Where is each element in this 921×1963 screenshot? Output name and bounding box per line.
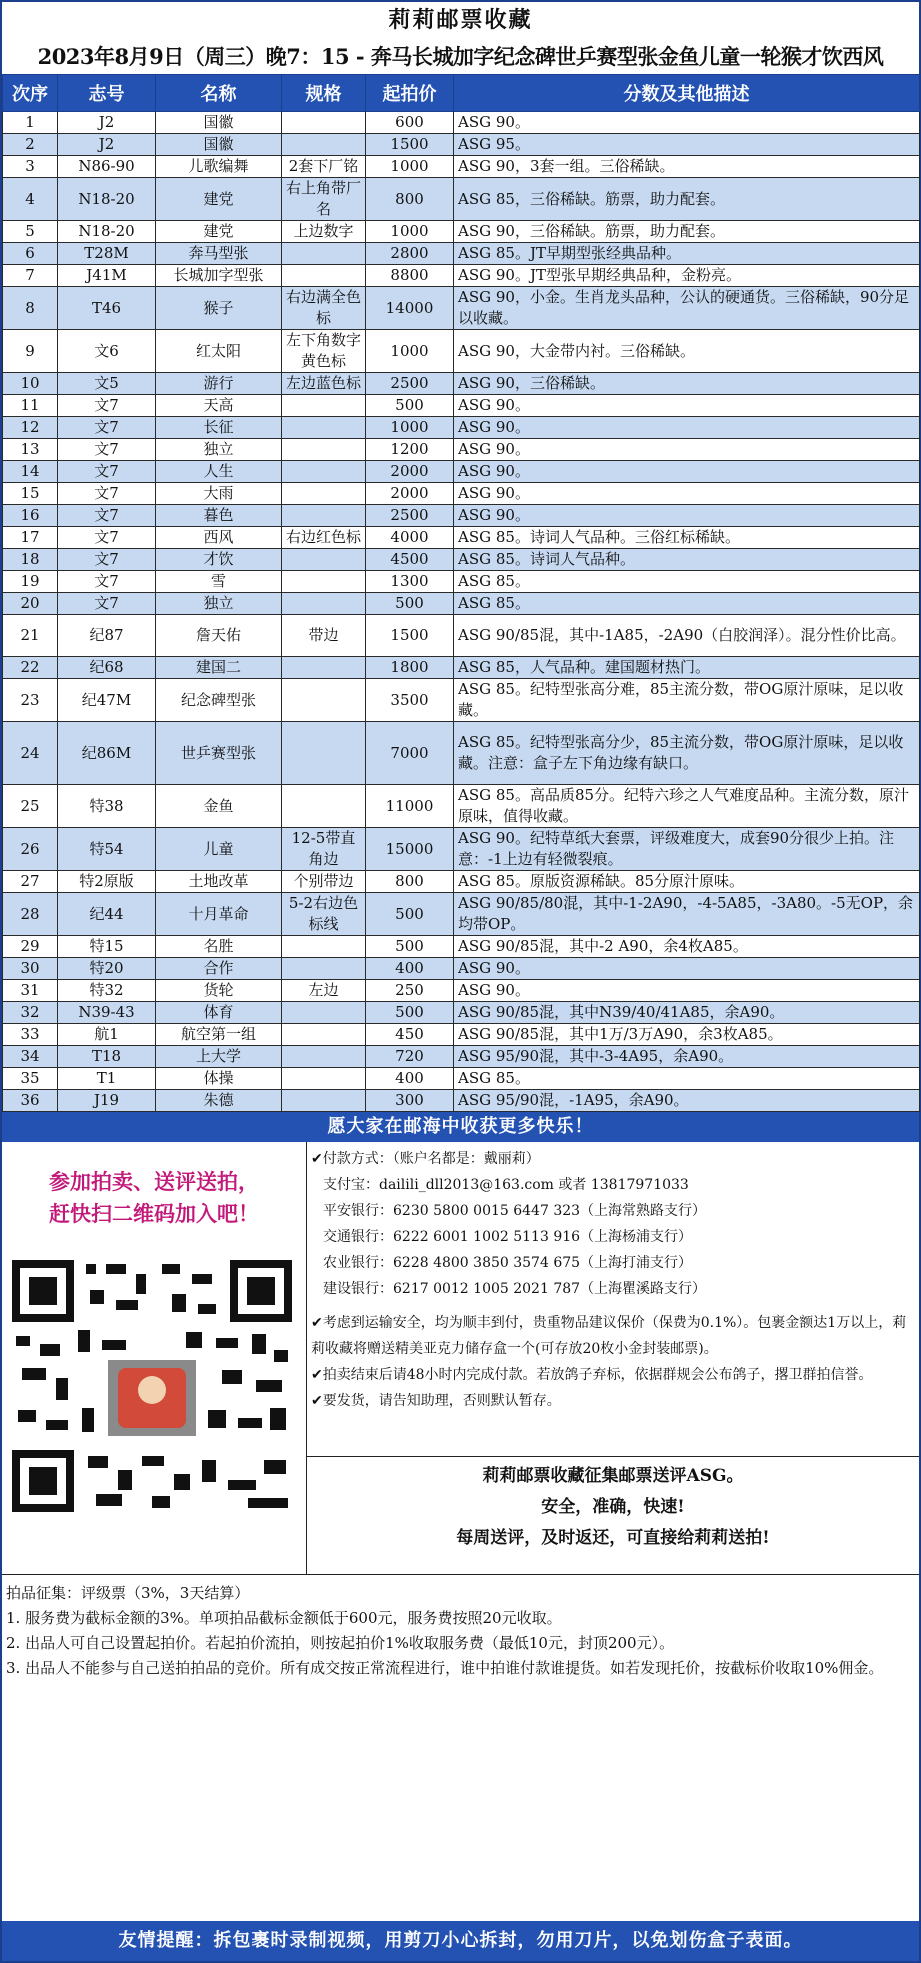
cell-name: 体操 [156,1068,282,1090]
table-row [3,439,920,461]
cell-index: 21 [3,615,58,657]
cell-start-price: 400 [366,958,454,980]
cell-spec: 个别带边 [282,871,366,893]
table-row [3,178,920,221]
payment-panel [307,1142,919,1574]
cell-name: 航空第一组 [156,1024,282,1046]
cell-name: 朱德 [156,1090,282,1112]
cell-spec [282,265,366,287]
cell-code: T28M [58,243,156,265]
cell-index: 7 [3,265,58,287]
table-row [3,373,920,395]
cell-spec [282,679,366,722]
cell-start-price: 1000 [366,417,454,439]
cell-name: 儿歌编舞 [156,156,282,178]
cell-description: ASG 90/85/80混，其中-1-2A90，-4-5A85，-3A80。-5无OP，余均带OP。 [454,893,920,936]
cell-code: 文7 [58,461,156,483]
cell-spec [282,549,366,571]
cell-name: 人生 [156,461,282,483]
cell-start-price: 1500 [366,134,454,156]
cell-start-price: 1500 [366,615,454,657]
cell-name: 暮色 [156,505,282,527]
rule-2: 2. 出品人可自己设置起拍价。若起拍价流拍，则按起拍价1%收取服务费（最低10元，封顶200元）。 [6,1634,675,1652]
table-row [3,505,920,527]
cell-index: 6 [3,243,58,265]
rule-1: 1. 服务费为截标金额的3%。单项拍品截标金额低于600元，服务费按照20元收取。 [6,1609,562,1627]
cell-code: 文7 [58,593,156,615]
table-row [3,1002,920,1024]
cell-description: ASG 90。 [454,958,920,980]
cell-start-price: 2000 [366,461,454,483]
cell-description: ASG 90/85混，其中-2 A90，余4枚A85。 [454,936,920,958]
info-section [2,1142,919,1575]
cell-spec [282,1090,366,1112]
cell-index: 14 [3,461,58,483]
shipping-notes [307,1302,919,1414]
table-row [3,980,920,1002]
cell-code: J41M [58,265,156,287]
table-row [3,828,920,871]
cell-spec: 上边数字 [282,221,366,243]
cell-start-price: 4000 [366,527,454,549]
cell-start-price: 500 [366,893,454,936]
cell-start-price: 1000 [366,156,454,178]
cell-code: 文7 [58,571,156,593]
payment-heading: ✔付款方式：（账户名都是：戴丽莉） [311,1151,540,1167]
cell-name: 长征 [156,417,282,439]
cell-name: 猴子 [156,287,282,330]
cell-description: ASG 90/85混，其中N39/40/41A85，余A90。 [454,1002,920,1024]
table-row [3,461,920,483]
cell-description: ASG 90。 [454,505,920,527]
cell-index: 10 [3,373,58,395]
cell-index: 3 [3,156,58,178]
cell-code: 文7 [58,439,156,461]
cell-spec: 左边 [282,980,366,1002]
cell-name: 体育 [156,1002,282,1024]
table-row [3,287,920,330]
cell-code: 纪44 [58,893,156,936]
cell-name: 游行 [156,373,282,395]
cell-spec [282,395,366,417]
cell-code: T18 [58,1046,156,1068]
cell-description: ASG 90。 [454,417,920,439]
cell-spec [282,1002,366,1024]
cell-spec [282,134,366,156]
table-row [3,1024,920,1046]
col-header-code: 志号 [58,75,156,112]
table-row [3,330,920,373]
cell-index: 19 [3,571,58,593]
slogan-line-3: 每周送评，及时返还，可直接给莉莉送拍! [456,1528,770,1548]
cell-name: 大雨 [156,483,282,505]
page-title: 莉莉邮票收藏 [388,7,533,33]
cell-description: ASG 90，三俗稀缺。筋票，助力配套。 [454,221,920,243]
table-row [3,785,920,828]
cell-code: 纪47M [58,679,156,722]
cell-code: 文7 [58,395,156,417]
table-header-row [3,75,920,112]
table-row [3,243,920,265]
cell-description: ASG 85。 [454,571,920,593]
cell-code: 特38 [58,785,156,828]
cell-description: ASG 90/85混，其中-1A85，-2A90（白胶润泽）。混分性价比高。 [454,615,920,657]
cell-start-price: 250 [366,980,454,1002]
cell-start-price: 1000 [366,330,454,373]
cell-spec: 12-5带直角边 [282,828,366,871]
wishes-banner: 愿大家在邮海中收获更多快乐！ [2,1112,919,1142]
cell-spec [282,483,366,505]
cell-index: 4 [3,178,58,221]
account-alipay: 支付宝：dailili_dll2013@163.com 或者 13817971033 [323,1177,689,1193]
cell-name: 西风 [156,527,282,549]
cell-name: 詹天佑 [156,615,282,657]
note-payment-deadline: ✔拍卖结束后请48小时内完成付款。若放鸽子弃标，依据群规会公布鸽子，撂卫群拍信誉。 [311,1367,873,1383]
table-row [3,1068,920,1090]
promo-line-2: 赶快扫二维码加入吧！ [49,1201,259,1226]
cell-start-price: 800 [366,871,454,893]
cell-name: 上大学 [156,1046,282,1068]
cell-code: 特20 [58,958,156,980]
cell-code: 纪68 [58,657,156,679]
cell-start-price: 800 [366,178,454,221]
cell-description: ASG 90，三俗稀缺。 [454,373,920,395]
table-row [3,156,920,178]
payment-methods [307,1142,919,1302]
cell-code: 文7 [58,417,156,439]
table-row [3,1046,920,1068]
table-row [3,221,920,243]
cell-index: 25 [3,785,58,828]
cell-start-price: 1800 [366,657,454,679]
cell-spec: 带边 [282,615,366,657]
table-row [3,417,920,439]
table-row [3,958,920,980]
cell-name: 儿童 [156,828,282,871]
cell-name: 红太阳 [156,330,282,373]
cell-description: ASG 95/90混，-1A95，余A90。 [454,1090,920,1112]
lots-table-body [3,112,920,1112]
table-row [3,722,920,785]
cell-name: 十月革命 [156,893,282,936]
cell-spec [282,593,366,615]
table-row [3,871,920,893]
cell-spec [282,958,366,980]
cell-spec [282,417,366,439]
account-ccb-bank: 建设银行：6217 0012 1005 2021 787（上海瞿溪路支行） [323,1281,707,1297]
cell-code: J2 [58,134,156,156]
cell-start-price: 1300 [366,571,454,593]
cell-start-price: 11000 [366,785,454,828]
cell-spec [282,785,366,828]
cell-name: 土地改革 [156,871,282,893]
cell-start-price: 1200 [366,439,454,461]
cell-name: 金鱼 [156,785,282,828]
note-delivery: ✔要发货，请告知助理，否则默认暂存。 [311,1393,561,1409]
cell-description: ASG 90。纪特草纸大套票，评级难度大，成套90分很少上拍。注意：-1上边有轻微裂痕。 [454,828,920,871]
cell-code: 文7 [58,527,156,549]
cell-description: ASG 95。 [454,134,920,156]
table-row [3,112,920,134]
cell-index: 29 [3,936,58,958]
cell-code: 特32 [58,980,156,1002]
table-row [3,679,920,722]
cell-index: 17 [3,527,58,549]
account-pingan-bank: 平安银行：6230 5800 0015 6447 323（上海常熟路支行） [323,1203,707,1219]
table-row [3,265,920,287]
qr-code-icon[interactable] [12,1260,292,1512]
cell-index: 32 [3,1002,58,1024]
account-bocom-bank: 交通银行：6222 6001 1002 5113 916（上海杨浦支行） [323,1229,693,1245]
cell-name: 独立 [156,593,282,615]
cell-start-price: 14000 [366,287,454,330]
cell-index: 15 [3,483,58,505]
cell-index: 26 [3,828,58,871]
cell-index: 30 [3,958,58,980]
cell-start-price: 450 [366,1024,454,1046]
cell-index: 28 [3,893,58,936]
cell-spec: 左边蓝色标 [282,373,366,395]
lots-table [2,74,920,1112]
cell-start-price: 500 [366,936,454,958]
cell-index: 2 [3,134,58,156]
cell-name: 雪 [156,571,282,593]
cell-spec [282,936,366,958]
cell-name: 合作 [156,958,282,980]
cell-name: 世乒赛型张 [156,722,282,785]
cell-index: 1 [3,112,58,134]
col-header-start-price: 起拍价 [366,75,454,112]
cell-start-price: 3500 [366,679,454,722]
account-agri-bank: 农业银行：6228 4800 3850 3574 675（上海打浦支行） [323,1255,693,1271]
cell-start-price: 1000 [366,221,454,243]
promo-line-1: 参加拍卖、送评送拍， [49,1169,259,1194]
cell-name: 建国二 [156,657,282,679]
cell-description: ASG 90。 [454,980,920,1002]
cell-name: 长城加字型张 [156,265,282,287]
cell-code: 文7 [58,549,156,571]
cell-spec: 2套下厂铭 [282,156,366,178]
cell-start-price: 2000 [366,483,454,505]
cell-code: 文7 [58,505,156,527]
cell-name: 天高 [156,395,282,417]
cell-description: ASG 85。纪特型张高分少，85主流分数，带OG原汁原味，足以收藏。注意：盒子左下角边缘有缺口。 [454,722,920,785]
table-row [3,936,920,958]
cell-description: ASG 90。 [454,112,920,134]
cell-index: 13 [3,439,58,461]
cell-name: 名胜 [156,936,282,958]
cell-name: 才饮 [156,549,282,571]
cell-code: 文7 [58,483,156,505]
cell-name: 建党 [156,221,282,243]
cell-code: N18-20 [58,221,156,243]
cell-index: 33 [3,1024,58,1046]
col-header-description: 分数及其他描述 [454,75,920,112]
promo-text [2,1142,306,1230]
col-header-name: 名称 [156,75,282,112]
cell-code: 纪86M [58,722,156,785]
cell-index: 18 [3,549,58,571]
cell-name: 奔马型张 [156,243,282,265]
slogan-line-1: 莉莉邮票收藏征集邮票送评ASG。 [482,1466,744,1486]
cell-spec [282,243,366,265]
cell-spec: 5-2右边色标线 [282,893,366,936]
cell-spec [282,112,366,134]
cell-description: ASG 85。 [454,593,920,615]
cell-name: 独立 [156,439,282,461]
page-subtitle: 2023年8月9日（周三）晚7：15 - 奔马长城加字纪念碑世乒赛型张金鱼儿童一轮猴才饮西风 [37,44,884,69]
table-row [3,395,920,417]
cell-description: ASG 90。 [454,395,920,417]
cell-description: ASG 95/90混，其中-3-4A95，余A90。 [454,1046,920,1068]
table-row [3,657,920,679]
col-header-index: 次序 [3,75,58,112]
cell-start-price: 2500 [366,505,454,527]
cell-start-price: 600 [366,112,454,134]
cell-code: T1 [58,1068,156,1090]
cell-start-price: 500 [366,395,454,417]
promo-panel [2,1142,307,1574]
cell-index: 23 [3,679,58,722]
cell-code: J2 [58,112,156,134]
table-row [3,571,920,593]
cell-name: 货轮 [156,980,282,1002]
table-row [3,527,920,549]
cell-spec [282,571,366,593]
cell-index: 12 [3,417,58,439]
cell-code: 航1 [58,1024,156,1046]
cell-index: 36 [3,1090,58,1112]
cell-spec [282,1046,366,1068]
cell-start-price: 7000 [366,722,454,785]
cell-spec [282,657,366,679]
table-row [3,893,920,936]
note-shipping: ✔考虑到运输安全，均为顺丰到付，贵重物品建议保价（保费为0.1%）。包裹金额达1万以上，莉莉收藏将赠送精美亚克力储存盒一个(可存放20枚小金封装邮票)。 [311,1315,907,1357]
cell-description: ASG 85。原版资源稀缺。85分原汁原味。 [454,871,920,893]
cell-index: 11 [3,395,58,417]
col-header-spec: 规格 [282,75,366,112]
cell-name: 国徽 [156,112,282,134]
cell-code: N39-43 [58,1002,156,1024]
cell-code: 特15 [58,936,156,958]
cell-index: 31 [3,980,58,1002]
consignment-rules [2,1575,919,1708]
cell-spec [282,1068,366,1090]
cell-description: ASG 85。诗词人气品种。 [454,549,920,571]
cell-index: 20 [3,593,58,615]
cell-description: ASG 90。 [454,439,920,461]
cell-start-price: 2500 [366,373,454,395]
cell-index: 35 [3,1068,58,1090]
cell-index: 9 [3,330,58,373]
cell-start-price: 8800 [366,265,454,287]
cell-description: ASG 90。 [454,461,920,483]
cell-description: ASG 85。JT早期型张经典品种。 [454,243,920,265]
cell-spec: 右边满全色标 [282,287,366,330]
cell-index: 34 [3,1046,58,1068]
cell-code: T46 [58,287,156,330]
table-row [3,549,920,571]
cell-description: ASG 85。高品质85分。纪特六珍之人气难度品种。主流分数，原汁原味，值得收藏。 [454,785,920,828]
cell-description: ASG 90。 [454,483,920,505]
cell-index: 16 [3,505,58,527]
table-row [3,593,920,615]
cell-description: ASG 90，大金带内衬。三俗稀缺。 [454,330,920,373]
cell-description: ASG 90，3套一组。三俗稀缺。 [454,156,920,178]
cell-index: 27 [3,871,58,893]
grading-slogan [307,1456,919,1574]
cell-description: ASG 85。 [454,1068,920,1090]
cell-index: 24 [3,722,58,785]
cell-spec: 右上角带厂名 [282,178,366,221]
table-row [3,134,920,156]
cell-name: 国徽 [156,134,282,156]
footer-reminder: 友情提醒：拆包裹时录制视频，用剪刀小心拆封，勿用刀片，以免划伤盒子表面。 [2,1921,919,1961]
cell-description: ASG 85。诗词人气品种。三俗红标稀缺。 [454,527,920,549]
rules-heading: 拍品征集：评级票（3%，3天结算） [6,1584,250,1602]
cell-description: ASG 90。JT型张早期经典品种，金粉亮。 [454,265,920,287]
cell-spec [282,439,366,461]
cell-start-price: 400 [366,1068,454,1090]
cell-code: 纪87 [58,615,156,657]
cell-name: 纪念碑型张 [156,679,282,722]
cell-start-price: 500 [366,1002,454,1024]
cell-name: 建党 [156,178,282,221]
cell-spec: 右边红色标 [282,527,366,549]
cell-spec: 左下角数字黄色标 [282,330,366,373]
cell-code: 特54 [58,828,156,871]
cell-index: 8 [3,287,58,330]
table-row [3,1090,920,1112]
cell-spec [282,505,366,527]
cell-code: N86-90 [58,156,156,178]
cell-start-price: 300 [366,1090,454,1112]
cell-spec [282,1024,366,1046]
rule-3: 3. 出品人不能参与自己送拍拍品的竞价。所有成交按正常流程进行，谁中拍谁付款谁提货。如若发现托价，按截标价收取10%佣金。 [6,1659,884,1677]
cell-description: ASG 85。纪特型张高分难，85主流分数，带OG原汁原味，足以收藏。 [454,679,920,722]
cell-description: ASG 90，小金。生肖龙头品种，公认的硬通货。三俗稀缺，90分足以收藏。 [454,287,920,330]
cell-start-price: 15000 [366,828,454,871]
cell-description: ASG 85，三俗稀缺。筋票，助力配套。 [454,178,920,221]
cell-code: 文5 [58,373,156,395]
cell-start-price: 500 [366,593,454,615]
cell-start-price: 4500 [366,549,454,571]
cell-code: 特2原版 [58,871,156,893]
cell-start-price: 720 [366,1046,454,1068]
cell-start-price: 2800 [366,243,454,265]
table-row [3,615,920,657]
table-row [3,483,920,505]
cell-spec [282,461,366,483]
cell-description: ASG 90/85混，其中1万/3万A90，余3枚A85。 [454,1024,920,1046]
cell-description: ASG 85，人气品种。建国题材热门。 [454,657,920,679]
slogan-line-2: 安全，准确，快速! [541,1497,685,1517]
cell-spec [282,722,366,785]
cell-code: J19 [58,1090,156,1112]
cell-code: 文6 [58,330,156,373]
cell-code: N18-20 [58,178,156,221]
cell-index: 22 [3,657,58,679]
cell-index: 5 [3,221,58,243]
